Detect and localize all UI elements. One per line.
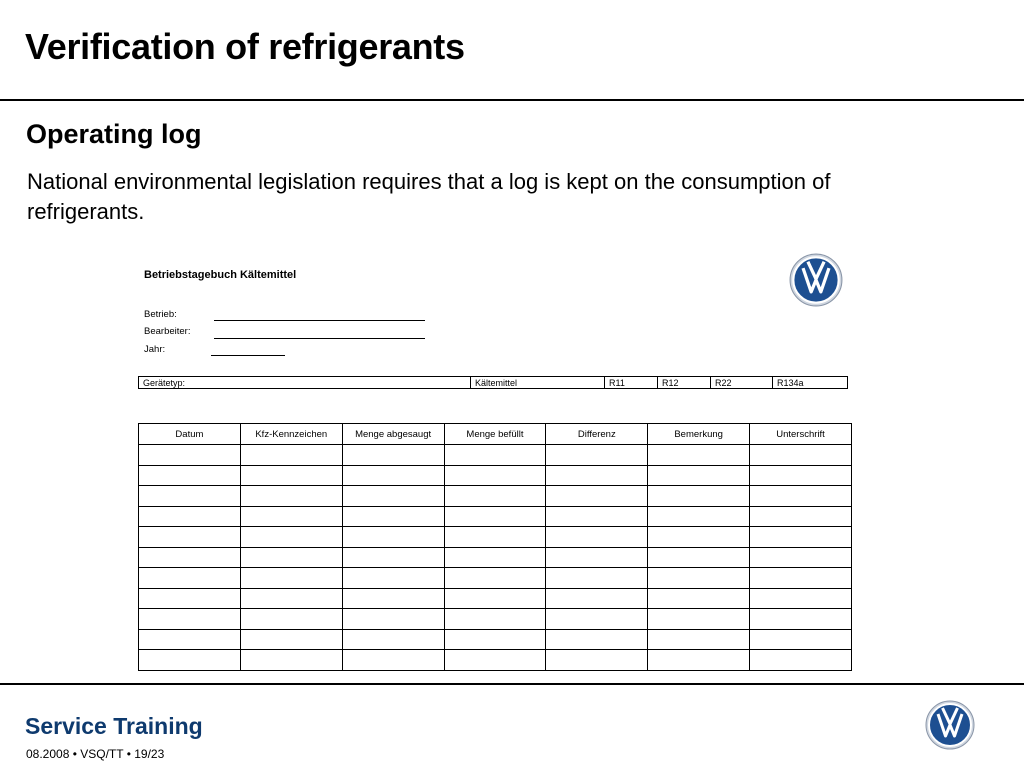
table-cell (750, 445, 852, 466)
table-cell (240, 486, 342, 507)
table-cell (139, 650, 241, 671)
column-header-unterschrift: Unterschrift (750, 424, 852, 445)
table-cell (444, 506, 546, 527)
table-cell (139, 527, 241, 548)
operating-log-table (138, 423, 852, 671)
table-row (139, 650, 852, 671)
column-header-bemerkung: Bemerkung (648, 424, 750, 445)
table-cell (139, 588, 241, 609)
table-cell (648, 650, 750, 671)
footer-divider (0, 683, 1024, 685)
table-cell (342, 588, 444, 609)
table-row (139, 568, 852, 589)
table-cell (342, 547, 444, 568)
table-cell (750, 465, 852, 486)
table-cell (648, 547, 750, 568)
table-cell (750, 486, 852, 507)
table-cell (444, 588, 546, 609)
table-cell (240, 588, 342, 609)
table-cell (444, 650, 546, 671)
table-cell (444, 445, 546, 466)
table-cell (546, 568, 648, 589)
device-type-table (138, 376, 848, 389)
footer-meta: 08.2008 • VSQ/TT • 19/23 (26, 747, 165, 761)
table-header-row (139, 424, 852, 445)
table-cell (648, 445, 750, 466)
section-subtitle: Operating log (26, 119, 202, 149)
column-header-datum: Datum (139, 424, 241, 445)
table-row (139, 506, 852, 527)
column-header-kfz-kennzeichen: Kfz-Kennzeichen (240, 424, 342, 445)
field-line-jahr (211, 355, 285, 356)
field-line-bearbeiter (214, 338, 425, 339)
table-cell (546, 506, 648, 527)
table-cell (648, 568, 750, 589)
table-cell (750, 527, 852, 548)
field-line-betrieb (214, 320, 425, 321)
table-cell (546, 527, 648, 548)
table-cell (342, 506, 444, 527)
table-cell (750, 629, 852, 650)
table-row (139, 445, 852, 466)
field-label-betrieb: Betrieb: (144, 309, 177, 320)
table-cell (444, 568, 546, 589)
r22-cell: R22 (711, 377, 773, 389)
table-cell (342, 568, 444, 589)
log-table-body (139, 445, 852, 671)
table-cell (546, 486, 648, 507)
table-cell (240, 547, 342, 568)
table-row (139, 609, 852, 630)
field-label-jahr: Jahr: (144, 344, 166, 355)
form-title: Betriebstagebuch Kältemittel (144, 269, 297, 281)
table-cell (342, 650, 444, 671)
table-row (139, 547, 852, 568)
table-row (139, 486, 852, 507)
table-cell (444, 527, 546, 548)
table-cell (648, 629, 750, 650)
table-cell (750, 568, 852, 589)
table-cell (139, 445, 241, 466)
table-cell (139, 629, 241, 650)
table-row (139, 629, 852, 650)
table-cell (139, 465, 241, 486)
table-cell (240, 506, 342, 527)
table-cell (139, 568, 241, 589)
table-cell (342, 445, 444, 466)
table-cell (139, 506, 241, 527)
table-cell (648, 486, 750, 507)
table-cell (139, 547, 241, 568)
table-cell (546, 650, 648, 671)
table-cell (444, 465, 546, 486)
table-cell (240, 568, 342, 589)
table-cell (139, 609, 241, 630)
table-cell (444, 609, 546, 630)
table-cell (342, 527, 444, 548)
table-cell (139, 486, 241, 507)
table-cell (750, 506, 852, 527)
table-cell (546, 588, 648, 609)
table-cell (648, 465, 750, 486)
table-cell (546, 609, 648, 630)
table-cell (342, 465, 444, 486)
table-cell (444, 629, 546, 650)
table-cell (240, 650, 342, 671)
field-label-bearbeiter: Bearbeiter: (144, 326, 191, 337)
table-cell (750, 547, 852, 568)
table-row (139, 465, 852, 486)
header-divider (0, 99, 1024, 101)
table-cell (750, 650, 852, 671)
table-cell (342, 609, 444, 630)
table-cell (240, 527, 342, 548)
refrigerant-cell: Kältemittel (471, 377, 605, 389)
table-row (139, 527, 852, 548)
table-cell (444, 486, 546, 507)
column-header-menge-abgesaugt: Menge abgesaugt (342, 424, 444, 445)
section-description: National environmental legislation requires that a log is kept on the consumption of refrigerants. (27, 169, 831, 224)
table-cell (240, 445, 342, 466)
r134a-cell: R134a (773, 377, 848, 389)
table-cell (648, 588, 750, 609)
table-cell (342, 486, 444, 507)
column-header-differenz: Differenz (546, 424, 648, 445)
page-title: Verification of refrigerants (25, 26, 465, 67)
table-cell (648, 527, 750, 548)
vw-logo-icon (789, 253, 843, 307)
table-cell (750, 588, 852, 609)
table-cell (750, 609, 852, 630)
table-cell (240, 609, 342, 630)
column-header-menge-befuellt: Menge befüllt (444, 424, 546, 445)
table-cell (546, 465, 648, 486)
table-cell (444, 547, 546, 568)
table-cell (648, 506, 750, 527)
table-cell (546, 547, 648, 568)
device-type-cell: Gerätetyp: (139, 377, 471, 389)
table-row (139, 588, 852, 609)
table-cell (240, 465, 342, 486)
table-cell (546, 629, 648, 650)
vw-logo-icon (925, 700, 975, 750)
table-cell (240, 629, 342, 650)
footer-brand: Service Training (25, 713, 203, 739)
table-cell (546, 445, 648, 466)
r12-cell: R12 (658, 377, 711, 389)
table-cell (648, 609, 750, 630)
table-cell (342, 629, 444, 650)
r11-cell: R11 (605, 377, 658, 389)
